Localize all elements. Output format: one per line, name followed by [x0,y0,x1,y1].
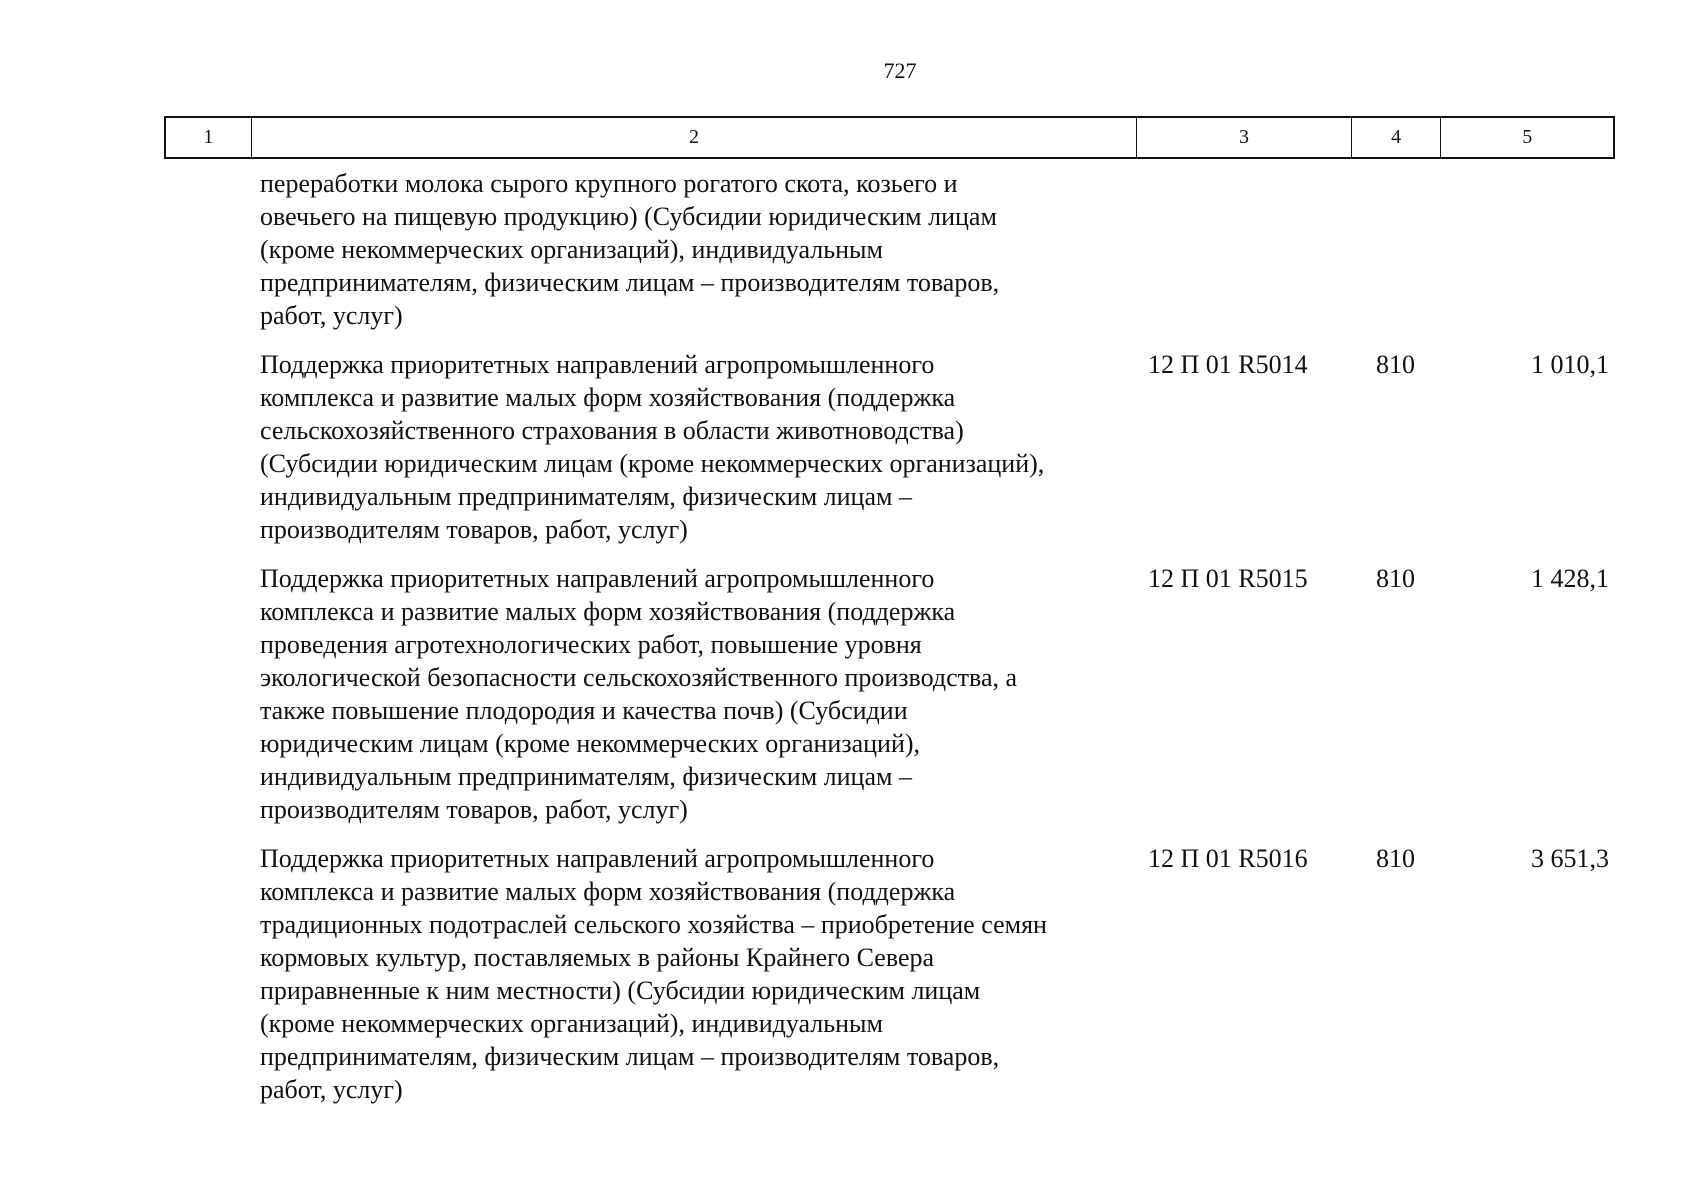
table-header [164,116,1615,159]
table-row [0,348,1697,546]
row-sum: 1 428,1 [1531,564,1609,593]
table-row [0,842,1697,1106]
table-body [0,167,1697,1122]
row-kvr: 810 [1376,564,1415,593]
row-code: 12 П 01 R5016 [1148,844,1308,873]
row-code: 12 П 01 R5014 [1148,350,1308,379]
header-col-2: 2 [252,118,1138,157]
row-description: Поддержка приоритетных направлений агропромышленного комплекса и развитие малых форм хозяйствования (поддержка сельскохозяйственного страхования в области животноводства) (Субсидии юридическим лицам (кроме некоммерческих организаций), индивидуальным предпринимателям, физическим лицам – производителям товаров, работ, услуг) [260,350,1045,544]
header-col-1: 1 [166,118,252,157]
row-description: Поддержка приоритетных направлений агропромышленного комплекса и развитие малых форм хозяйствования (поддержка проведения агротехнологических работ, повышение уровня экологической безопасности сельскохозяйственного производства, а также повышение плодородия и качества почв) (Субсидии юридическим лицам (кроме некоммерческих организаций), индивидуальным предпринимателям, физическим лицам – производителям товаров, работ, услуг) [260,564,1018,824]
row-sum: 3 651,3 [1531,844,1609,873]
row-code: 12 П 01 R5015 [1148,564,1308,593]
header-col-3: 3 [1137,118,1351,157]
row-kvr: 810 [1376,350,1415,379]
row-kvr: 810 [1376,844,1415,873]
row-description: Поддержка приоритетных направлений агропромышленного комплекса и развитие малых форм хозяйствования (поддержка традиционных подотраслей сельского хозяйства – приобретение семян кормовых культур, поставляемых в районы Крайнего Севера приравненные к ним местности) (Субсидии юридическим лицам (кроме некоммерческих организаций), индивидуальным предпринимателям, физическим лицам – производителям товаров, работ, услуг) [260,844,1047,1104]
header-col-5: 5 [1522,126,1533,148]
table-row [0,167,1697,332]
header-col-4: 4 [1352,118,1442,157]
table-row [0,562,1697,826]
row-description: переработки молока сырого крупного рогатого скота, козьего и овечьего на пищевую продукцию) (Субсидии юридическим лицам (кроме некоммерческих организаций), индивидуальным предпринимателям, физическим лицам – производителям товаров, работ, услуг) [260,169,1000,330]
row-sum: 1 010,1 [1531,350,1609,379]
page-number: 727 [883,58,917,83]
